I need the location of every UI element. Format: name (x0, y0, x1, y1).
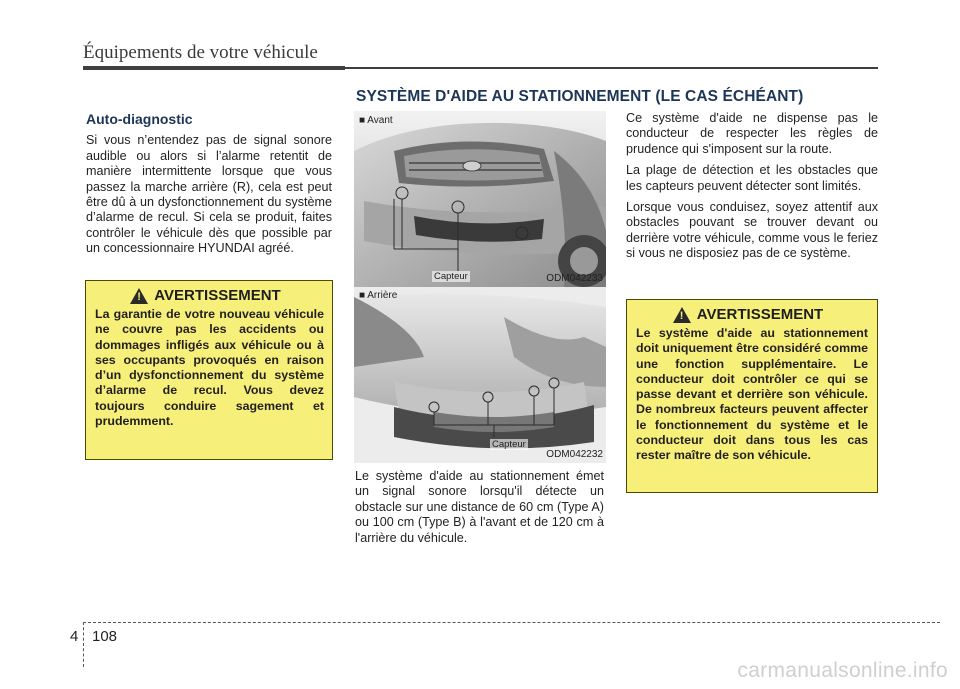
right-paragraph-1: Ce système d'aide ne dispense pas le conducteur de respecter les règles de prudence qui s'imposent sur la route. (626, 111, 878, 156)
page-number: 108 (92, 628, 118, 645)
watermark: carmanualsonline.info (737, 659, 948, 682)
warning-body: Le système d'aide au stationnement doit uniquement être considéré comme une fonction supplémentaire. Le conducteur doit contrôler ce qui se passe devant et derrière son véhicule. De nombreux facteurs peuvent affecter le fonctionnement du système et le conducteur doit dans tous les cas rester maître de son véhicule. (636, 326, 868, 463)
warning-header (628, 306, 868, 323)
front-bumper-photo (354, 111, 606, 287)
photo-front-label: ■ Avant (359, 115, 393, 126)
warning-title: AVERTISSEMENT (154, 287, 281, 304)
warning-triangle-icon: ! (673, 307, 691, 323)
photo-rear-label: ■ Arrière (359, 290, 398, 301)
warning-body: La garantie de votre nouveau véhicule ne couvre pas les accidents ou dommages infligés aux véhicule ou à ses occupants provoqués en raison d’un dysfonctionnement du système d’alarme de recul. Vous devez toujours conduire sagement et prudemment. (95, 307, 324, 429)
section-title: SYSTÈME D'AIDE AU STATIONNEMENT (LE CAS ÉCHÉANT) (356, 88, 804, 105)
auto-diagnostic-paragraph: Si vous n’entendez pas de signal sonore audible ou alors si l’alarme retentit de manière intermittente lorsque que vous passez la marche arrière (R), cela est peut être dû à un dysfonctionnement du système d’alarme de recul. Si cela se produit, faites contrôler le véhicule dès que possible par un concessionnaire HYUNDAI agréé. (86, 133, 332, 256)
footer-divider (83, 622, 84, 667)
right-column (626, 111, 878, 268)
left-column (86, 112, 332, 263)
rear-sensor-label: Capteur (492, 439, 526, 450)
warning-header (87, 287, 324, 304)
warning-title: AVERTISSEMENT (696, 306, 824, 323)
right-paragraph-3: Lorsque vous conduisez, soyez attentif aux obstacles pouvant se trouver devant ou derrière votre véhicule, comme vous le feriez si vous ne disposiez pas de ce système. (626, 200, 878, 261)
warning-box-driver-responsibility (626, 299, 878, 493)
front-photo-code: ODM042233 (546, 273, 603, 284)
chapter-number: 4 (70, 628, 79, 645)
parking-system-description: Le système d'aide au stationnement émet un signal sonore lorsqu'il détecte un obstacle sur une distance de 60 cm (Type A) ou 100 cm (Type B) à l'avant et de 120 cm à l'arrière du véhicule. (355, 469, 604, 545)
rear-photo-code: ODM042232 (546, 449, 603, 460)
footer-rule (83, 622, 940, 623)
front-sensor-label: Capteur (434, 271, 468, 282)
right-paragraph-2: La plage de détection et les obstacles que les capteurs peuvent détecter sont limités. (626, 163, 878, 193)
rear-bumper-photo (354, 287, 606, 463)
warning-box-warranty (85, 280, 333, 460)
page-header-title: Équipements de votre véhicule (83, 42, 318, 63)
warning-triangle-icon: ! (130, 288, 148, 304)
auto-diagnostic-heading: Auto-diagnostic (86, 111, 193, 127)
header-rule (83, 66, 878, 70)
